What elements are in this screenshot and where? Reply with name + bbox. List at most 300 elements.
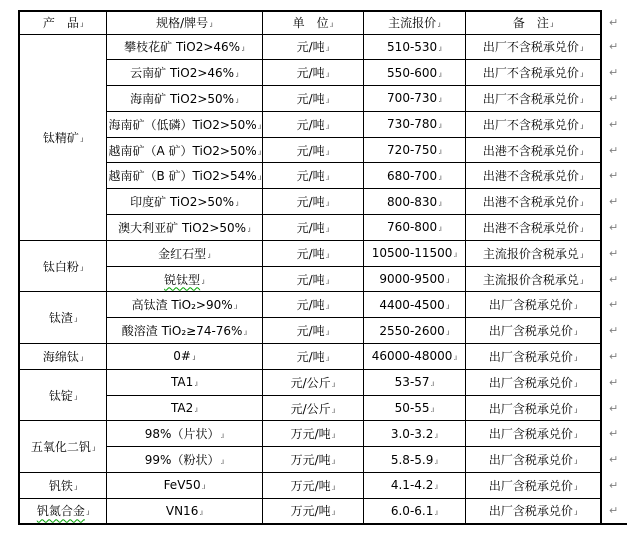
end-of-cell-mark-icon: .ı <box>438 198 441 208</box>
paragraph-mark-icon: ↵ <box>601 215 627 241</box>
price-cell-label: 10500-11500 <box>371 246 453 261</box>
table-row <box>19 292 627 318</box>
end-of-cell-mark-icon: .ı <box>79 20 83 30</box>
unit-cell <box>262 266 363 292</box>
end-of-cell-mark-icon: .ı <box>325 224 329 234</box>
paragraph-mark-icon: ↵ <box>601 34 627 60</box>
end-of-cell-mark-icon: .ı <box>437 20 440 30</box>
price-cell-label: 550-600 <box>387 65 438 80</box>
end-of-cell-mark-icon: .ı <box>325 70 329 80</box>
unit-cell <box>262 111 363 137</box>
end-of-cell-mark-icon: .ı <box>579 250 583 260</box>
product-cell-5-label: 五氧化二钒 <box>30 440 91 455</box>
spec-cell <box>106 473 262 499</box>
end-of-cell-mark-icon: .ı <box>257 121 261 131</box>
unit-cell-label: 元/吨 <box>296 349 325 364</box>
unit-cell-label: 元/吨 <box>296 143 325 158</box>
table-row <box>19 215 627 241</box>
end-of-cell-mark-icon: .ı <box>207 250 210 260</box>
end-of-cell-mark-icon: .ı <box>331 457 335 467</box>
remark-cell-label: 主流报价含税承兑 <box>482 246 579 261</box>
spec-cell <box>106 189 262 215</box>
price-cell-label: 6.0-6.1 <box>390 503 434 518</box>
end-of-cell-mark-icon: .ı <box>247 224 250 234</box>
price-table <box>18 10 627 525</box>
price-cell-label: 720-750 <box>387 143 438 158</box>
spec-cell-label: VN16 <box>165 503 199 518</box>
spec-cell <box>106 163 262 189</box>
product-cell-1-label: 钛白粉 <box>42 259 79 274</box>
table-row <box>19 395 627 421</box>
spec-cell-label: 印度矿 TiO2>50% <box>130 195 235 210</box>
remark-cell-label: 出厂含税承兑价 <box>488 324 573 339</box>
end-of-cell-mark-icon: .ı <box>233 302 237 312</box>
unit-cell-label: 元/吨 <box>296 40 325 55</box>
end-of-cell-mark-icon: .ı <box>438 172 441 182</box>
table-row <box>19 111 627 137</box>
remark-cell-label: 出厂含税承兑价 <box>488 298 573 313</box>
unit-cell <box>262 86 363 112</box>
unit-cell <box>262 447 363 473</box>
unit-cell <box>262 318 363 344</box>
spec-cell <box>106 215 262 241</box>
end-of-cell-mark-icon: .ı <box>79 134 83 144</box>
unit-cell-label: 元/吨 <box>296 195 325 210</box>
price-cell-label: 2550-2600 <box>379 323 445 338</box>
spec-cell-label: FeV50 <box>163 478 201 493</box>
spec-cell-label: 云南矿 TiO2>46% <box>130 66 235 81</box>
paragraph-mark-icon: ↵ <box>601 421 627 447</box>
paragraph-mark-icon: ↵ <box>601 318 627 344</box>
end-of-cell-mark-icon: .ı <box>325 328 329 338</box>
unit-cell <box>262 189 363 215</box>
paragraph-mark-icon: ↵ <box>601 292 627 318</box>
remark-cell <box>465 369 601 395</box>
remark-cell <box>465 447 601 473</box>
end-of-cell-mark-icon: .ı <box>257 147 261 157</box>
end-of-cell-mark-icon: .ı <box>579 121 583 131</box>
price-cell <box>363 189 465 215</box>
end-of-cell-mark-icon: .ı <box>579 95 583 105</box>
spec-cell <box>106 421 262 447</box>
header-price-label: 主流报价 <box>388 16 437 31</box>
end-of-cell-mark-icon: .ı <box>438 95 441 105</box>
end-of-cell-mark-icon: .ı <box>235 70 238 80</box>
price-cell <box>363 215 465 241</box>
end-of-cell-mark-icon: .ı <box>325 147 329 157</box>
unit-cell-label: 万元/吨 <box>290 453 331 468</box>
table-row <box>19 266 627 292</box>
remark-cell <box>465 318 601 344</box>
table-row <box>19 86 627 112</box>
table-row <box>19 240 627 266</box>
table-row <box>19 473 627 499</box>
remark-cell <box>465 498 601 524</box>
remark-cell <box>465 266 601 292</box>
end-of-cell-mark-icon: .ı <box>445 301 449 311</box>
end-of-cell-mark-icon: .ı <box>235 199 238 209</box>
spec-cell-label: 0# <box>173 349 191 364</box>
end-of-cell-mark-icon: .ı <box>579 276 583 286</box>
end-of-cell-mark-icon: .ı <box>549 20 553 30</box>
spec-cell-label: 海南矿（低磷）TiO2>50% <box>108 117 257 132</box>
end-of-cell-mark-icon: .ı <box>79 353 83 363</box>
unit-cell <box>262 34 363 60</box>
remark-cell <box>465 215 601 241</box>
end-of-cell-mark-icon: .ı <box>243 328 247 338</box>
remark-cell-label: 出港不含税承兑价 <box>482 143 579 158</box>
price-cell <box>363 369 465 395</box>
end-of-cell-mark-icon: .ı <box>91 444 95 454</box>
price-cell <box>363 34 465 60</box>
spec-cell-label: 澳大利亚矿 TiO2>50% <box>118 220 247 235</box>
product-cell-3-label: 海绵钛 <box>42 349 79 364</box>
spec-cell <box>106 447 262 473</box>
end-of-cell-mark-icon: .ı <box>438 147 441 157</box>
price-cell-label: 680-700 <box>387 168 438 183</box>
end-of-cell-mark-icon: .ı <box>579 44 583 54</box>
table-row <box>19 498 627 524</box>
spec-cell-label: 酸溶渣 TiO₂≥74-76% <box>121 324 243 339</box>
end-of-cell-mark-icon: .ı <box>220 431 224 441</box>
remark-cell-label: 出厂含税承兑价 <box>488 349 573 364</box>
unit-cell <box>262 369 363 395</box>
remark-cell-label: 出厂含税承兑价 <box>488 375 573 390</box>
remark-cell <box>465 86 601 112</box>
header-product-label: 产 品 <box>42 16 79 31</box>
price-cell-label: 3.0-3.2 <box>390 426 434 441</box>
end-of-cell-mark-icon: .ı <box>325 44 329 54</box>
unit-cell-label: 元/公斤 <box>290 375 331 390</box>
paragraph-mark-icon: ↵ <box>601 189 627 215</box>
header-remark-label: 备 注 <box>512 16 549 31</box>
product-cell-4 <box>19 369 106 421</box>
end-of-cell-mark-icon: .ı <box>201 482 205 492</box>
product-cell-2-label: 钛渣 <box>48 311 73 326</box>
end-of-cell-mark-icon: .ı <box>579 173 583 183</box>
end-of-cell-mark-icon: .ı <box>325 121 329 131</box>
price-cell-label: 50-55 <box>394 401 430 416</box>
remark-cell <box>465 292 601 318</box>
product-cell-7 <box>19 498 106 524</box>
end-of-cell-mark-icon: .ı <box>73 482 77 492</box>
price-cell-label: 730-780 <box>387 117 438 132</box>
spec-cell <box>106 266 262 292</box>
unit-cell-label: 元/吨 <box>296 246 325 261</box>
price-cell-label: 510-530 <box>387 39 438 54</box>
spec-cell <box>106 86 262 112</box>
product-cell-4-label: 钛锭 <box>48 388 73 403</box>
end-of-cell-mark-icon: .ı <box>438 121 441 131</box>
price-cell <box>363 395 465 421</box>
end-of-cell-mark-icon: .ı <box>573 482 577 492</box>
table-row <box>19 421 627 447</box>
table-body <box>19 34 627 524</box>
end-of-cell-mark-icon: .ı <box>453 353 457 363</box>
table-row <box>19 344 627 370</box>
paragraph-mark-icon: ↵ <box>601 86 627 112</box>
unit-cell <box>262 240 363 266</box>
remark-cell-label: 出厂不含税承兑价 <box>482 91 579 106</box>
price-cell <box>363 60 465 86</box>
unit-cell-label: 元/吨 <box>296 324 325 339</box>
unit-cell-label: 万元/吨 <box>290 427 331 442</box>
end-of-cell-mark-icon: .ı <box>573 302 577 312</box>
header-unit <box>262 11 363 34</box>
remark-cell-label: 出厂含税承兑价 <box>488 504 573 519</box>
spec-cell <box>106 395 262 421</box>
spec-cell-label: 攀枝花矿 TiO2>46% <box>124 40 241 55</box>
end-of-cell-mark-icon: .ı <box>85 508 89 518</box>
spec-cell-label: 锐钛型 <box>164 272 201 287</box>
spec-cell-label: 海南矿 TiO2>50% <box>130 91 235 106</box>
unit-cell-label: 元/吨 <box>296 272 325 287</box>
end-of-cell-mark-icon: .ı <box>579 199 583 209</box>
spec-cell <box>106 137 262 163</box>
unit-cell-label: 万元/吨 <box>290 504 331 519</box>
price-cell <box>363 318 465 344</box>
remark-cell-label: 出厂含税承兑价 <box>488 401 573 416</box>
table-row <box>19 189 627 215</box>
header-remark <box>465 11 601 34</box>
remark-cell-label: 出厂含税承兑价 <box>488 478 573 493</box>
price-cell <box>363 240 465 266</box>
unit-cell-label: 元/吨 <box>296 220 325 235</box>
unit-cell <box>262 137 363 163</box>
unit-cell <box>262 395 363 421</box>
price-cell-label: 46000-48000 <box>371 349 453 364</box>
remark-cell <box>465 189 601 215</box>
price-cell-label: 4400-4500 <box>379 297 445 312</box>
spec-cell-label: 99%（粉状） <box>144 453 220 468</box>
end-of-cell-mark-icon: .ı <box>434 456 438 466</box>
price-cell <box>363 163 465 189</box>
table-row <box>19 318 627 344</box>
end-of-cell-mark-icon: .ı <box>331 405 335 415</box>
unit-cell-label: 元/吨 <box>296 169 325 184</box>
price-cell-label: 800-830 <box>387 194 438 209</box>
remark-cell-label: 出厂含税承兑价 <box>488 427 573 442</box>
end-of-cell-mark-icon: .ı <box>438 43 441 53</box>
price-cell <box>363 447 465 473</box>
end-of-cell-mark-icon: .ı <box>220 457 224 467</box>
spec-cell <box>106 369 262 395</box>
remark-cell-label: 出港不含税承兑价 <box>482 195 579 210</box>
table-header-row <box>19 11 627 34</box>
remark-cell <box>465 344 601 370</box>
remark-cell-label: 出厂含税承兑价 <box>488 453 573 468</box>
paragraph-mark-icon: ↵ <box>601 369 627 395</box>
price-cell-label: 760-800 <box>387 220 438 235</box>
remark-cell-label: 出港不含税承兑价 <box>482 220 579 235</box>
end-of-cell-mark-icon: .ı <box>573 379 577 389</box>
remark-cell <box>465 240 601 266</box>
price-cell-label: 5.8-5.9 <box>390 452 434 467</box>
end-of-cell-mark-icon: .ı <box>325 250 329 260</box>
product-cell-0 <box>19 34 106 240</box>
remark-cell-label: 出厂不含税承兑价 <box>482 40 579 55</box>
table-row <box>19 447 627 473</box>
paragraph-mark-icon: ↵ <box>601 163 627 189</box>
end-of-cell-mark-icon: .ı <box>453 250 457 260</box>
product-cell-5 <box>19 421 106 473</box>
unit-cell <box>262 421 363 447</box>
end-of-cell-mark-icon: .ı <box>438 224 441 234</box>
remark-cell <box>465 111 601 137</box>
spec-cell-label: 98%（片状） <box>144 427 220 442</box>
paragraph-mark-icon: ↵ <box>601 395 627 421</box>
price-cell-label: 700-730 <box>387 91 438 106</box>
product-cell-1 <box>19 240 106 292</box>
end-of-cell-mark-icon: .ı <box>201 276 204 286</box>
end-of-cell-mark-icon: .ı <box>325 302 329 312</box>
end-of-cell-mark-icon: .ı <box>199 507 203 517</box>
paragraph-mark-icon: ↵ <box>601 60 627 86</box>
end-of-cell-mark-icon: .ı <box>579 147 583 157</box>
product-cell-2 <box>19 292 106 344</box>
end-of-cell-mark-icon: .ı <box>209 20 212 30</box>
unit-cell <box>262 292 363 318</box>
remark-cell <box>465 163 601 189</box>
spec-cell <box>106 344 262 370</box>
end-of-cell-mark-icon: .ı <box>434 507 438 517</box>
price-cell <box>363 86 465 112</box>
end-of-cell-mark-icon: .ı <box>73 315 77 325</box>
remark-cell <box>465 137 601 163</box>
paragraph-mark-icon: ↵ <box>601 266 627 292</box>
end-of-cell-mark-icon: .ı <box>430 405 434 415</box>
table-row <box>19 163 627 189</box>
price-cell <box>363 473 465 499</box>
paragraph-mark-icon: ↵ <box>601 498 627 524</box>
end-of-cell-mark-icon: .ı <box>573 328 577 338</box>
remark-cell-label: 出厂不含税承兑价 <box>482 66 579 81</box>
spec-cell <box>106 60 262 86</box>
table-row <box>19 369 627 395</box>
paragraph-mark-icon: ↵ <box>601 11 627 34</box>
end-of-cell-mark-icon: .ı <box>438 69 441 79</box>
unit-cell <box>262 344 363 370</box>
table-row <box>19 60 627 86</box>
price-cell-label: 4.1-4.2 <box>390 478 434 493</box>
remark-cell <box>465 395 601 421</box>
price-cell <box>363 292 465 318</box>
paragraph-mark-icon: ↵ <box>601 111 627 137</box>
unit-cell-label: 元/吨 <box>296 66 325 81</box>
end-of-cell-mark-icon: .ı <box>331 379 335 389</box>
product-cell-0-label: 钛精矿 <box>42 130 79 145</box>
paragraph-mark-icon: ↵ <box>601 447 627 473</box>
remark-cell <box>465 473 601 499</box>
header-product <box>19 11 106 34</box>
remark-cell-label: 出港不含税承兑价 <box>482 169 579 184</box>
spec-cell-label: 金红石型 <box>158 246 207 261</box>
spec-cell <box>106 498 262 524</box>
remark-cell <box>465 60 601 86</box>
header-spec <box>106 11 262 34</box>
spec-cell-label: 越南矿（A 矿）TiO2>50% <box>108 143 257 158</box>
product-cell-3 <box>19 344 106 370</box>
spec-cell-label: TA1 <box>170 375 194 390</box>
price-cell <box>363 266 465 292</box>
unit-cell <box>262 60 363 86</box>
end-of-cell-mark-icon: .ı <box>445 276 449 286</box>
header-unit-label: 单 位 <box>292 16 329 31</box>
remark-cell-label: 出厂不含税承兑价 <box>482 117 579 132</box>
price-cell-label: 53-57 <box>394 375 430 390</box>
paragraph-mark-icon: ↵ <box>601 344 627 370</box>
remark-cell-label: 主流报价含税承兑 <box>482 272 579 287</box>
end-of-cell-mark-icon: .ı <box>194 405 197 415</box>
end-of-cell-mark-icon: .ı <box>235 95 238 105</box>
end-of-cell-mark-icon: .ı <box>434 430 438 440</box>
end-of-cell-mark-icon: .ı <box>194 379 197 389</box>
end-of-cell-mark-icon: .ı <box>573 508 577 518</box>
end-of-cell-mark-icon: .ı <box>79 263 83 273</box>
table-row <box>19 137 627 163</box>
spec-cell-label: 高钛渣 TiO₂>90% <box>131 298 233 313</box>
product-cell-7-label: 钒氮合金 <box>36 504 85 519</box>
spec-cell <box>106 292 262 318</box>
spec-cell <box>106 111 262 137</box>
paragraph-mark-icon: ↵ <box>601 137 627 163</box>
unit-cell <box>262 163 363 189</box>
unit-cell-label: 元/吨 <box>296 298 325 313</box>
price-cell <box>363 137 465 163</box>
end-of-cell-mark-icon: .ı <box>241 44 244 54</box>
paragraph-mark-icon: ↵ <box>601 473 627 499</box>
end-of-cell-mark-icon: .ı <box>73 392 77 402</box>
end-of-cell-mark-icon: .ı <box>573 457 577 467</box>
remark-cell <box>465 34 601 60</box>
product-cell-6 <box>19 473 106 499</box>
end-of-cell-mark-icon: .ı <box>331 482 335 492</box>
end-of-cell-mark-icon: .ı <box>325 199 329 209</box>
remark-cell <box>465 421 601 447</box>
price-cell <box>363 421 465 447</box>
spec-cell <box>106 318 262 344</box>
paragraph-mark-icon: ↵ <box>601 240 627 266</box>
end-of-cell-mark-icon: .ı <box>579 70 583 80</box>
header-price <box>363 11 465 34</box>
product-cell-6-label: 钒铁 <box>48 478 73 493</box>
end-of-cell-mark-icon: .ı <box>325 95 329 105</box>
spec-cell-label: 越南矿（B 矿）TiO2>54% <box>108 169 257 184</box>
end-of-cell-mark-icon: .ı <box>325 276 329 286</box>
end-of-cell-mark-icon: .ı <box>325 173 329 183</box>
end-of-cell-mark-icon: .ı <box>331 508 335 518</box>
unit-cell <box>262 498 363 524</box>
end-of-cell-mark-icon: .ı <box>573 405 577 415</box>
header-spec-label: 规格/牌号 <box>156 16 209 31</box>
price-cell <box>363 498 465 524</box>
end-of-cell-mark-icon: .ı <box>445 327 449 337</box>
end-of-cell-mark-icon: .ı <box>573 353 577 363</box>
unit-cell <box>262 473 363 499</box>
price-cell <box>363 111 465 137</box>
end-of-cell-mark-icon: .ı <box>191 353 195 363</box>
end-of-cell-mark-icon: .ı <box>257 173 261 183</box>
end-of-cell-mark-icon: .ı <box>573 431 577 441</box>
unit-cell <box>262 215 363 241</box>
spec-cell <box>106 34 262 60</box>
spec-cell <box>106 240 262 266</box>
end-of-cell-mark-icon: .ı <box>430 379 434 389</box>
unit-cell-label: 元/公斤 <box>290 401 331 416</box>
end-of-cell-mark-icon: .ı <box>325 353 329 363</box>
unit-cell-label: 万元/吨 <box>290 478 331 493</box>
end-of-cell-mark-icon: .ı <box>329 20 333 30</box>
